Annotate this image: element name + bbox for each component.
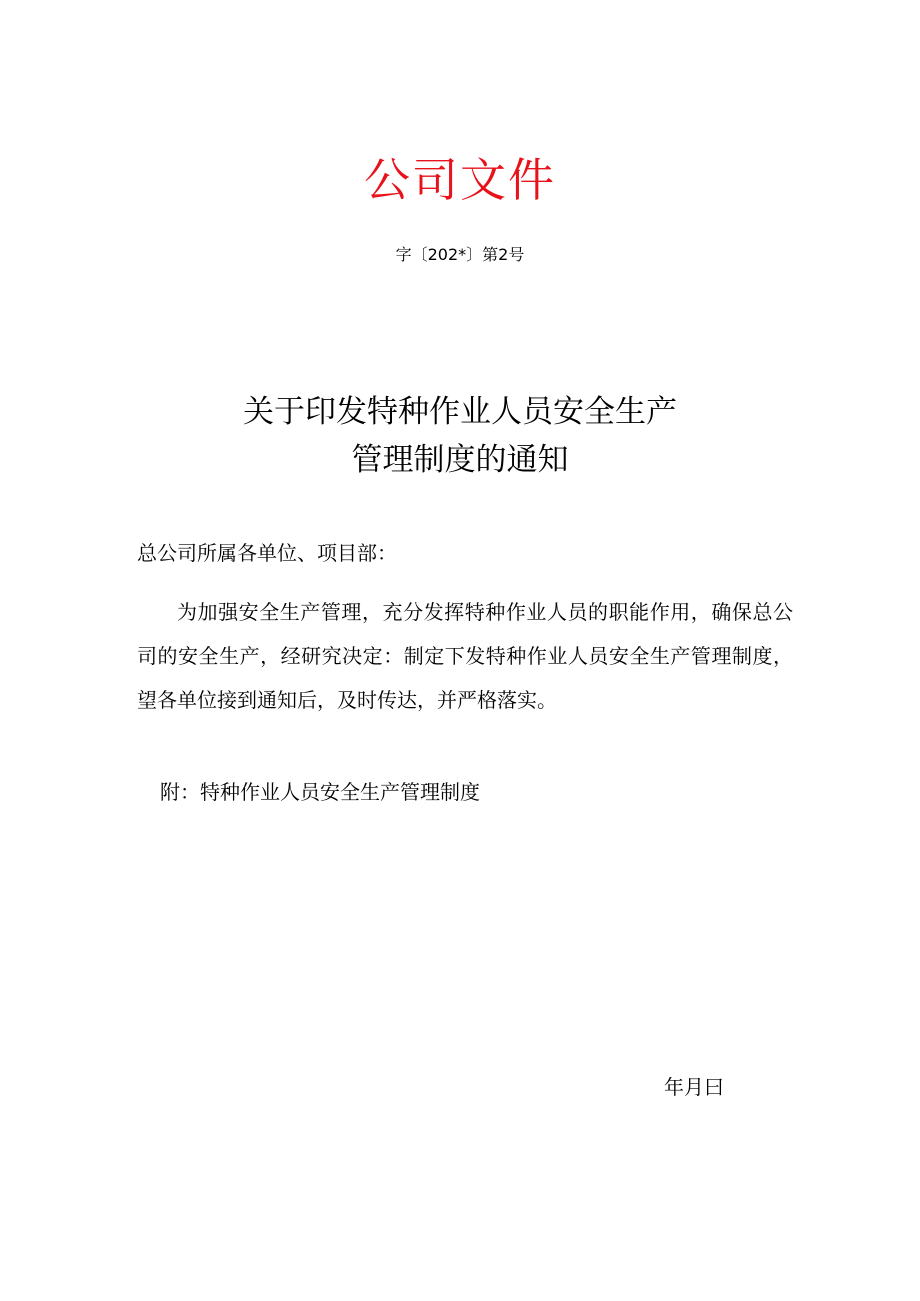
salutation: 总公司所属各单位、项目部： xyxy=(137,541,397,565)
body-paragraph: 为加强安全生产管理，充分发挥特种作业人员的职能作用，确保总公司的安全生产，经研究决定：制定下发特种作业人员安全生产管理制度，望各单位接到通知后，及时传达，并严格落实。 xyxy=(137,600,793,712)
notice-title-line-2: 管理制度的通知 xyxy=(351,442,569,478)
document-header-title: 公司文件 xyxy=(364,153,556,207)
document-number: 字〔202*〕第2号 xyxy=(395,245,525,264)
notice-title xyxy=(0,388,920,484)
document-date: 年月曰 xyxy=(664,1075,724,1099)
attachment-note: 附：特种作业人员安全生产管理制度 xyxy=(160,780,480,804)
notice-title-line-1: 关于印发特种作业人员安全生产 xyxy=(243,394,677,430)
